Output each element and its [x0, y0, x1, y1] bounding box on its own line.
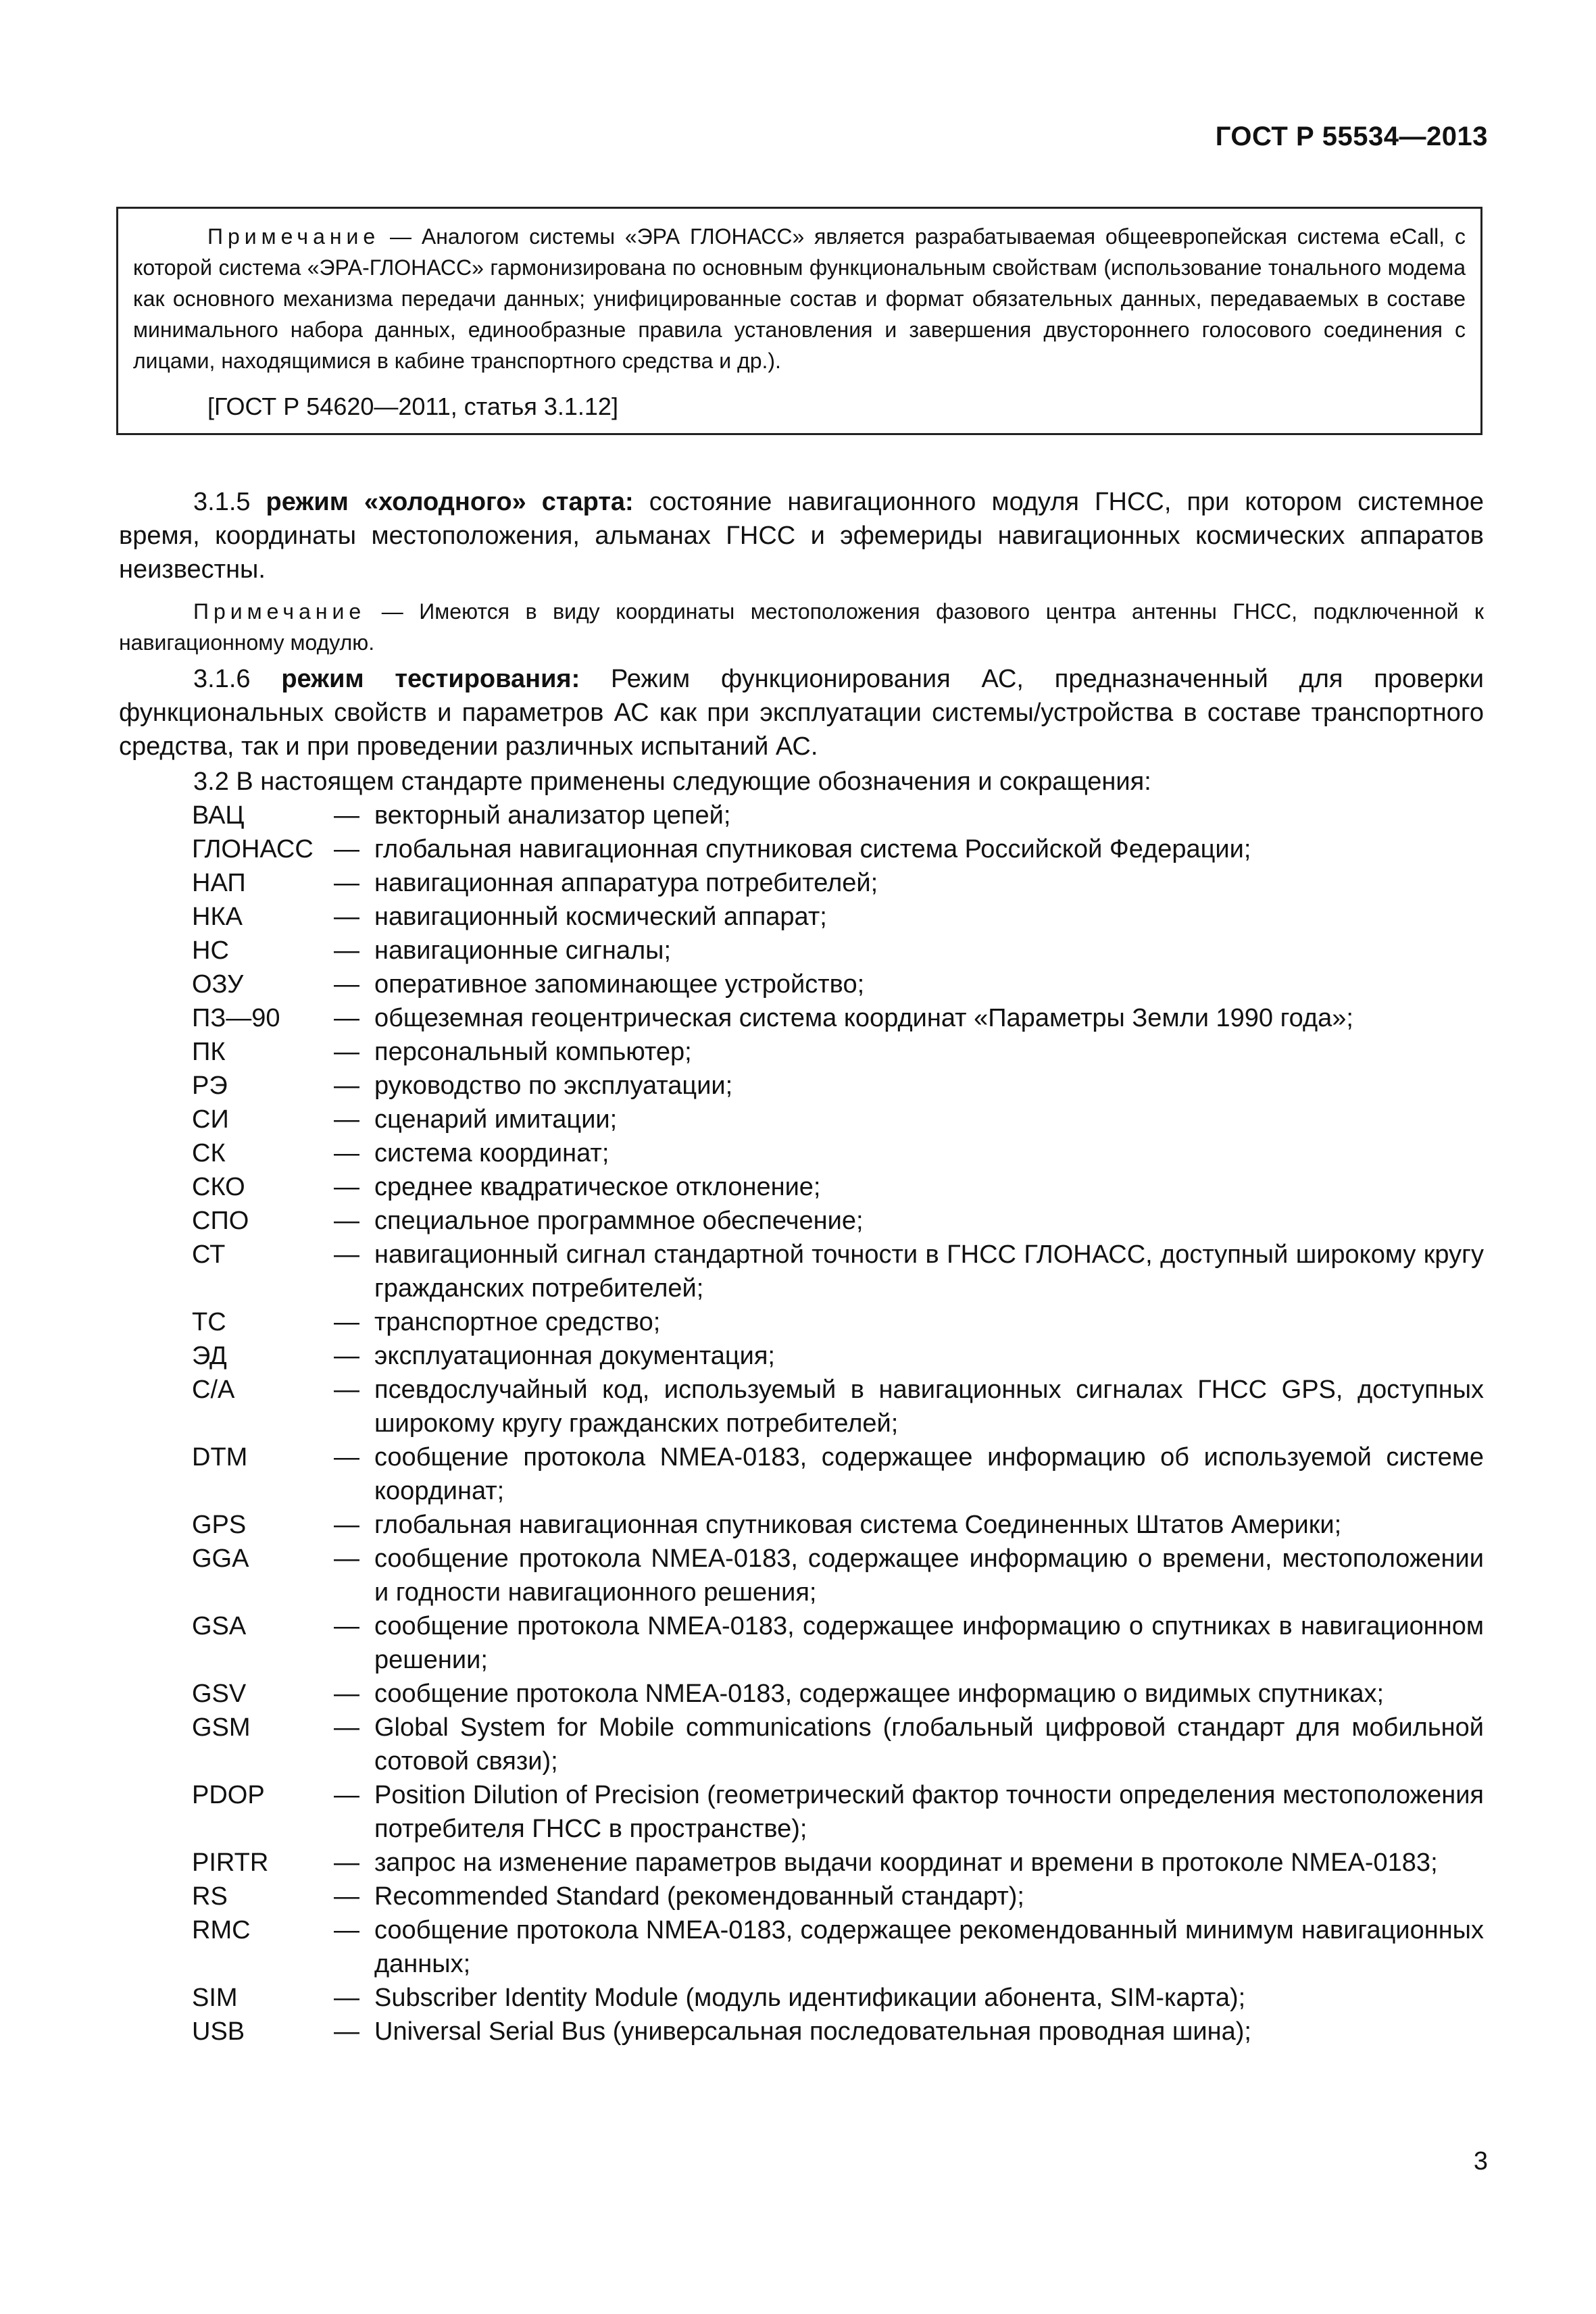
abbreviation-definition: Global System for Mobile communications (глобальный цифровой стандарт для мобильной сотовой связи); [374, 1713, 1484, 1776]
abbreviation-dash: — [334, 835, 359, 863]
abbreviation-dash: — [334, 1376, 359, 1404]
abbreviation-row [119, 1880, 1484, 1913]
abbreviation-row [119, 934, 1484, 967]
note-reference: [ГОСТ Р 54620—2011, статья 3.1.12] [207, 393, 618, 420]
section-number: 3.1.5 [193, 488, 251, 516]
abbreviation-definition: транспортное средство; [374, 1308, 661, 1336]
abbreviation-row [119, 1238, 1484, 1305]
abbreviation-definition: сообщение протокола NMEA-0183, содержащее информацию о спутниках в навигационном решении; [374, 1612, 1484, 1674]
note-label: Примечание [193, 599, 366, 624]
section-number: 3.1.6 [193, 665, 251, 693]
abbreviation-row [119, 1711, 1484, 1778]
abbreviation-row [119, 1035, 1484, 1069]
abbreviation-term: НКА [192, 903, 243, 931]
abbreviation-definition: навигационный космический аппарат; [374, 903, 827, 931]
abbreviations-intro: 3.2 В настоящем стандарте применены следующие обозначения и сокращения: [193, 768, 1151, 796]
abbreviation-dash: — [334, 1443, 359, 1472]
paragraph-3-1-6 [119, 662, 1484, 763]
abbreviation-definition: Position Dilution of Precision (геометрический фактор точности определения местоположения потребителя ГНСС в пространстве); [374, 1781, 1484, 1843]
abbreviation-row [119, 1440, 1484, 1508]
term-test-mode: режим тестирования: [281, 665, 580, 693]
page-number: 3 [1473, 2147, 1488, 2175]
abbreviation-definition: среднее квадратическое отклонение; [374, 1173, 821, 1201]
abbreviation-term: RS [192, 1882, 228, 1911]
abbreviation-term: ВАЦ [192, 801, 245, 830]
abbreviation-term: СИ [192, 1105, 229, 1134]
abbreviation-definition: сценарий имитации; [374, 1105, 618, 1134]
abbreviation-row [119, 866, 1484, 900]
abbreviation-dash: — [334, 1984, 359, 2012]
abbreviation-definition: сообщение протокола NMEA-0183, содержащее информацию об используемой системе координат; [374, 1443, 1484, 1505]
abbreviation-row [119, 1103, 1484, 1136]
abbreviation-dash: — [334, 1207, 359, 1235]
abbreviation-term: GSM [192, 1713, 251, 1742]
abbreviation-term: СК [192, 1139, 226, 1167]
abbreviation-row [119, 1981, 1484, 2015]
abbreviation-row [119, 1001, 1484, 1035]
abbreviation-dash: — [334, 1139, 359, 1167]
abbreviations-list [119, 799, 1484, 2048]
abbreviation-definition: общеземная геоцентрическая система координат «Параметры Земли 1990 года»; [374, 1004, 1353, 1032]
abbreviation-term: ТС [192, 1308, 226, 1336]
abbreviation-dash: — [334, 1072, 359, 1100]
abbreviation-term: ЭД [192, 1342, 227, 1370]
abbreviation-term: SIM [192, 1984, 238, 2012]
abbreviation-dash: — [334, 1612, 359, 1640]
abbreviation-dash: — [334, 1004, 359, 1032]
abbreviation-definition: навигационные сигналы; [374, 936, 672, 965]
abbreviation-row [119, 1069, 1484, 1103]
abbreviation-row [119, 1677, 1484, 1711]
abbreviation-dash: — [334, 936, 359, 965]
abbreviation-term: РЭ [192, 1072, 228, 1100]
abbreviation-dash: — [334, 1882, 359, 1911]
abbreviation-definition: руководство по эксплуатации; [374, 1072, 733, 1100]
abbreviation-dash: — [334, 1916, 359, 1944]
abbreviation-row [119, 900, 1484, 934]
abbreviation-term: PIRTR [192, 1848, 269, 1877]
abbreviation-term: СПО [192, 1207, 249, 1235]
abbreviation-row [119, 1204, 1484, 1238]
abbreviation-definition: сообщение протокола NMEA-0183, содержащее информацию о времени, местоположении и годности навигационного решения; [374, 1544, 1484, 1607]
note-box [116, 207, 1482, 435]
abbreviation-definition: глобальная навигационная спутниковая система Российской Федерации; [374, 835, 1251, 863]
abbreviation-term: PDOP [192, 1781, 265, 1809]
abbreviation-dash: — [334, 1848, 359, 1877]
note-3-1-5 [119, 596, 1484, 658]
abbreviation-definition: Recommended Standard (рекомендованный стандарт); [374, 1882, 1024, 1911]
abbreviation-row [119, 1305, 1484, 1339]
abbreviation-row [119, 1508, 1484, 1542]
abbreviation-term: C/A [192, 1376, 235, 1404]
abbreviation-dash: — [334, 903, 359, 931]
abbreviation-dash: — [334, 1511, 359, 1539]
definition-cold-start: состояние навигационного модуля ГНСС, при котором системное время, координаты местоположения, альманах ГНСС и эфемериды навигационных космических аппаратов неизвестны. [119, 488, 1484, 584]
abbreviation-dash: — [334, 1713, 359, 1742]
section-3-1-5 [119, 485, 1484, 658]
abbreviation-row [119, 832, 1484, 866]
abbreviation-dash: — [334, 1173, 359, 1201]
abbreviation-dash: — [334, 970, 359, 999]
note-text [133, 221, 1466, 376]
abbreviation-definition: запрос на изменение параметров выдачи координат и времени в протоколе NMEA-0183; [374, 1848, 1438, 1877]
abbreviation-definition: система координат; [374, 1139, 609, 1167]
abbreviation-dash: — [334, 2017, 359, 2046]
abbreviation-row [119, 967, 1484, 1001]
note-body: — Имеются в виду координаты местоположения фазового центра антенны ГНСС, подключенной к навигационному модулю. [119, 599, 1485, 655]
abbreviation-definition: векторный анализатор цепей; [374, 801, 731, 830]
abbreviation-term: GPS [192, 1511, 247, 1539]
abbreviation-definition: навигационная аппаратура потребителей; [374, 869, 878, 897]
abbreviation-row [119, 1339, 1484, 1373]
abbreviation-row [119, 1913, 1484, 1981]
abbreviation-dash: — [334, 869, 359, 897]
abbreviation-dash: — [334, 1781, 359, 1809]
abbreviation-definition: специальное программное обеспечение; [374, 1207, 864, 1235]
abbreviation-term: GSV [192, 1680, 247, 1708]
abbreviation-term: DTM [192, 1443, 248, 1472]
abbreviation-dash: — [334, 1240, 359, 1269]
abbreviation-dash: — [334, 1544, 359, 1573]
note-body: — Аналогом системы «ЭРА ГЛОНАСС» является разрабатываемая общеевропейская система eCall, с которой система «ЭРА-ГЛОНАСС» гармонизирована по основным функциональным свойствам (использование тонального модема как основного механизма передачи данных; унифицированные состав и формат обязательных данных, передаваемых в составе минимального набора данных, единообразные правила установления и завершения двустороннего голосового соединения с лицами, находящимися в кабине транспортного средства и др.). [133, 224, 1466, 373]
abbreviation-row [119, 1609, 1484, 1677]
note-label: Примечание [207, 224, 380, 249]
abbreviation-definition: Subscriber Identity Module (модуль идентификации абонента, SIM-карта); [374, 1984, 1246, 2012]
term-cold-start: режим «холодного» старта: [266, 488, 634, 516]
abbreviation-row [119, 799, 1484, 832]
abbreviation-term: ПЗ—90 [192, 1004, 280, 1032]
abbreviation-definition: персональный компьютер; [374, 1038, 692, 1066]
abbreviation-dash: — [334, 1342, 359, 1370]
abbreviation-term: НАП [192, 869, 246, 897]
abbreviation-definition: глобальная навигационная спутниковая система Соединенных Штатов Америки; [374, 1511, 1342, 1539]
section-3-1-6 [119, 662, 1484, 763]
abbreviation-definition: сообщение протокола NMEA-0183, содержащее рекомендованный минимум навигационных данных; [374, 1916, 1484, 1978]
abbreviation-row [119, 1170, 1484, 1204]
abbreviation-term: USB [192, 2017, 245, 2046]
abbreviation-definition: сообщение протокола NMEA-0183, содержащее информацию о видимых спутниках; [374, 1680, 1385, 1708]
abbreviation-term: GSA [192, 1612, 247, 1640]
abbreviation-row [119, 1373, 1484, 1440]
definition-test-mode: Режим функционирования АС, предназначенный для проверки функциональных свойств и параметров АС как при эксплуатации системы/устройства в составе транспортного средства, так и при проведении различных испытаний АС. [119, 665, 1484, 761]
abbreviation-term: ПК [192, 1038, 226, 1066]
abbreviation-term: GGA [192, 1544, 249, 1573]
abbreviation-row [119, 1136, 1484, 1170]
abbreviation-dash: — [334, 1105, 359, 1134]
abbreviation-row [119, 1846, 1484, 1880]
abbreviation-row [119, 2015, 1484, 2048]
abbreviation-term: НС [192, 936, 229, 965]
abbreviation-row [119, 1778, 1484, 1846]
abbreviation-term: RMC [192, 1916, 251, 1944]
abbreviation-dash: — [334, 801, 359, 830]
document-id-header: ГОСТ Р 55534—2013 [1215, 122, 1488, 151]
abbreviation-dash: — [334, 1308, 359, 1336]
abbreviation-definition: оперативное запоминающее устройство; [374, 970, 865, 999]
abbreviation-dash: — [334, 1038, 359, 1066]
abbreviation-definition: Universal Serial Bus (универсальная последовательная проводная шина); [374, 2017, 1251, 2046]
abbreviation-definition: эксплуатационная документация; [374, 1342, 775, 1370]
abbreviation-term: ГЛОНАСС [192, 835, 314, 863]
section-3-2 [119, 765, 1484, 2048]
abbreviation-term: СТ [192, 1240, 226, 1269]
abbreviation-dash: — [334, 1680, 359, 1708]
abbreviation-row [119, 1542, 1484, 1609]
abbreviation-term: ОЗУ [192, 970, 244, 999]
abbreviation-definition: навигационный сигнал стандартной точности в ГНСС ГЛОНАСС, доступный широкому кругу гражданских потребителей; [374, 1240, 1484, 1303]
abbreviation-definition: псевдослучайный код, используемый в навигационных сигналах ГНСС GPS, доступных широкому кругу гражданских потребителей; [374, 1376, 1484, 1438]
abbreviation-term: СКО [192, 1173, 245, 1201]
paragraph-3-1-5 [119, 485, 1484, 586]
